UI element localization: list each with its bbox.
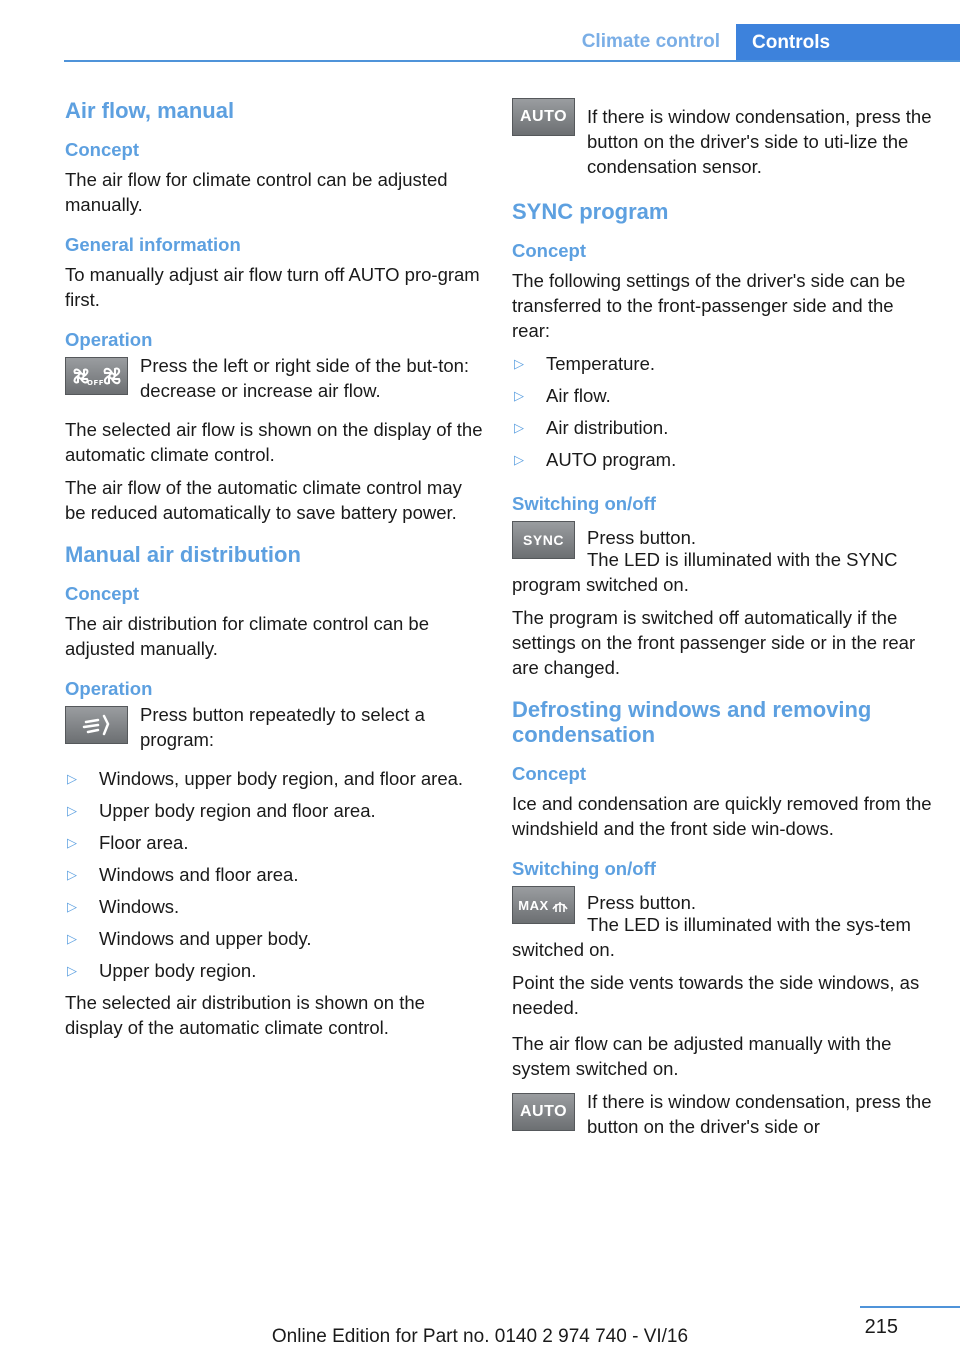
list-item: ▷ Air flow. <box>514 385 611 406</box>
heading-sync-program: SYNC program <box>512 199 669 224</box>
page-number: 215 <box>864 1316 898 1338</box>
heading-defrosting-windows: Defrosting windows and removing condensation <box>512 697 872 747</box>
paragraph: Press button repeatedly to select a program: <box>140 704 425 750</box>
subheading-general-information: General information <box>65 234 241 255</box>
heading-air-flow-manual: Air flow, manual <box>65 98 235 123</box>
list-item: ▷ Windows. <box>67 896 180 917</box>
list-item: ▷ Air distribution. <box>514 417 669 438</box>
paragraph: Press button. <box>587 527 697 548</box>
footer-rule <box>860 1306 960 1308</box>
paragraph: The selected air distribution is shown on the display of the automatic climate control. <box>65 992 425 1038</box>
auto-button-row <box>512 98 932 179</box>
paragraph: The air flow of the automatic climate control may be reduced automatically to save battery power. <box>65 477 462 523</box>
paragraph: Ice and condensation are quickly removed from the windshield and the front side win-dows. <box>512 793 932 839</box>
sync-button-icon: SYNC <box>512 521 575 559</box>
paragraph: The LED is illuminated with the SYNC program switched on. <box>512 549 898 595</box>
list-item: ▷ Windows and floor area. <box>67 864 299 885</box>
paragraph: Press button. <box>587 892 697 913</box>
list-item: ▷ Upper body region. <box>67 960 257 981</box>
fan-button-row <box>65 357 485 403</box>
paragraph: The air flow can be adjusted manually with the system switched on. <box>512 1033 892 1079</box>
paragraph: The following settings of the driver's side can be transferred to the front-passenger side and the rear: <box>512 270 906 341</box>
auto-button-icon: AUTO <box>512 1093 575 1131</box>
bullet-triangle-icon: ▷ <box>514 388 524 403</box>
subheading-operation: Operation <box>65 329 153 350</box>
right-column <box>512 98 932 1153</box>
header-chapter-tab: Controls <box>736 24 960 62</box>
paragraph: If there is window condensation, press the button on the driver's side to uti-lize the condensation sensor. <box>587 106 932 177</box>
left-column <box>65 98 485 1057</box>
bullet-triangle-icon: ▷ <box>67 835 77 850</box>
subheading-concept: Concept <box>512 240 586 261</box>
list-item: ▷ AUTO program. <box>514 449 677 470</box>
paragraph: The LED is illuminated with the sys-tem switched on. <box>512 914 911 960</box>
header-section-title: Climate control <box>581 31 720 52</box>
air-distribution-button-row <box>65 706 485 752</box>
bullet-triangle-icon: ▷ <box>67 963 77 978</box>
paragraph: Press the left or right side of the but-ton: decrease or increase air flow. <box>140 355 470 401</box>
bullet-triangle-icon: ▷ <box>67 803 77 818</box>
paragraph: Point the side vents towards the side windows, as needed. <box>512 972 920 1018</box>
paragraph: To manually adjust air flow turn off AUTO pro-gram first. <box>65 264 480 310</box>
paragraph: The program is switched off automatically if the settings on the front passenger side or in the rear are changed. <box>512 607 916 678</box>
subheading-concept: Concept <box>65 583 139 604</box>
bullet-triangle-icon: ▷ <box>514 420 524 435</box>
paragraph: If there is window condensation, press the button on the driver's side or <box>587 1091 932 1137</box>
fan-button-icon <box>65 357 128 395</box>
list-item: ▷ Floor area. <box>67 832 189 853</box>
sync-settings-list <box>512 351 932 472</box>
subheading-concept: Concept <box>512 763 586 784</box>
list-item: ▷ Temperature. <box>514 353 655 374</box>
paragraph: The air distribution for climate control can be adjusted manually. <box>65 613 430 659</box>
paragraph: The selected air flow is shown on the display of the automatic climate control. <box>65 419 483 465</box>
bullet-triangle-icon: ▷ <box>514 356 524 371</box>
bullet-triangle-icon: ▷ <box>67 771 77 786</box>
subheading-switching-on-off: Switching on/off <box>512 858 656 879</box>
header-rule <box>64 60 960 62</box>
bullet-triangle-icon: ▷ <box>67 931 77 946</box>
subheading-switching-on-off: Switching on/off <box>512 493 656 514</box>
paragraph: The air flow for climate control can be adjusted manually. <box>65 169 448 215</box>
auto-button-icon: AUTO <box>512 98 575 136</box>
max-defrost-button-icon: MAX <box>512 886 575 924</box>
heading-manual-air-distribution: Manual air distribution <box>65 542 301 567</box>
subheading-operation: Operation <box>65 678 153 699</box>
program-list <box>65 766 485 983</box>
bullet-triangle-icon: ▷ <box>67 867 77 882</box>
list-item: ▷ Windows, upper body region, and floor area. <box>67 768 464 789</box>
auto-button-row <box>512 1093 932 1139</box>
subheading-concept: Concept <box>65 139 139 160</box>
bullet-triangle-icon: ▷ <box>67 899 77 914</box>
list-item: ▷ Upper body region and floor area. <box>67 800 376 821</box>
list-item: ▷ Windows and upper body. <box>67 928 312 949</box>
footer-edition: Online Edition for Part no. 0140 2 974 740 - VI/16 <box>271 1326 689 1347</box>
bullet-triangle-icon: ▷ <box>514 452 524 467</box>
air-distribution-button-icon <box>65 706 128 744</box>
svg-text:OFF: OFF <box>86 379 104 387</box>
